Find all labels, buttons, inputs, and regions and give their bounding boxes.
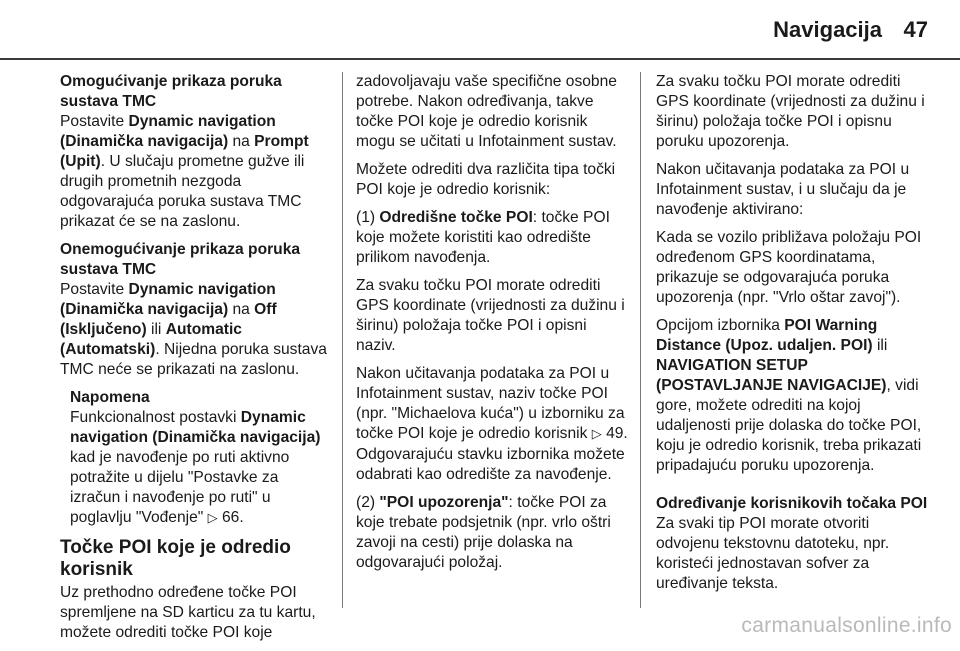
paragraph: Nakon učitavanja podataka za POI u Infotainment sustav, naziv točke POI (npr. "Michaelova kuća") u izborniku za točke POI koje je odredio korisnik ▷ 49. Odgovarajuću stavku izbornika možete odabrati kao odredište za navođenje.	[356, 365, 628, 483]
paragraph: Uz prethodno određene točke POI spremljene na SD karticu za tu kartu, možete odrediti točke POI koje	[60, 584, 316, 641]
paragraph: Za svaku točku POI morate odrediti GPS koordinate (vrijednosti za dužinu i širinu) položaja točke POI i opisnu poruku upozorenja.	[656, 73, 925, 150]
paragraph: Opcijom izbornika POI Warning Distance (Upoz. udaljen. POI) ili NAVIGATION SETUP (POSTAVLJANJE NAVIGACIJE), vidi gore, možete odrediti na kojoj udaljenosti prije dolaska do točke POI, koju je odredio korisnik, treba prikazati pripadajuću poruku upozorenja.	[656, 317, 922, 474]
page-header	[0, 0, 960, 60]
paragraph: zadovoljavaju vaše specifične osobne potrebe. Nakon određivanja, takve točke POI koje je odredio korisnik mogu se učitati u Infotainment sustav.	[356, 73, 617, 150]
page-number: 47	[903, 17, 928, 42]
column-3	[656, 72, 928, 602]
paragraph: Za svaku točku POI morate odrediti GPS koordinate (vrijednosti za dužinu i širinu) položaja točke POI i opisni naziv.	[356, 277, 625, 354]
section-title: Točke POI koje je odredio korisnik	[60, 537, 291, 580]
page-ref-arrow-icon: ▷	[207, 511, 218, 526]
paragraph: (1) Odredišne točke POI: točke POI koje možete koristiti kao odredište prilikom navođenja.	[356, 209, 610, 266]
note-box	[70, 388, 332, 529]
paragraph: Kada se vozilo približava položaju POI određenom GPS koordinatama, prikazuje se odgovarajuća poruka upozorenja (npr. "Vrlo oštar zavoj").	[656, 229, 922, 306]
column-divider	[640, 72, 641, 608]
column-2	[356, 72, 628, 581]
column-divider	[342, 72, 343, 608]
paragraph: Postavite Dynamic navigation (Dinamička navigacija) na Off (Isključeno) ili Automatic (Automatski). Nijedna poruka sustava TMC neće se prikazati na zaslonu.	[60, 281, 327, 378]
paragraph: Postavite Dynamic navigation (Dinamička navigacija) na Prompt (Upit). U slučaju prometne gužve ili drugih prometnih nezgoda odgovarajuća poruka sustava TMC prikazat će se na zaslonu.	[60, 113, 309, 230]
subheading: Omogućivanje prikaza poruka sustava TMC	[60, 73, 282, 110]
note-title: Napomena	[70, 389, 150, 406]
subheading: Određivanje korisnikovih točaka POI	[656, 495, 928, 512]
paragraph: Nakon učitavanja podataka za POI u Infotainment sustav, i u slučaju da je navođenje aktivirano:	[656, 161, 910, 218]
header-title: Navigacija	[773, 17, 882, 42]
page-ref-arrow-icon: ▷	[591, 427, 602, 442]
watermark: carmanualsonline.info	[741, 614, 952, 637]
paragraph: Za svaki tip POI morate otvoriti odvojenu tekstovnu datoteku, npr. koristeći jednostavan sofver za uređivanje teksta.	[656, 515, 890, 592]
paragraph: Možete odrediti dva različita tipa točki POI koje je odredio korisnik:	[356, 161, 616, 198]
header-rule	[0, 58, 960, 60]
subheading: Onemogućivanje prikaza poruka sustava TMC	[60, 241, 301, 278]
paragraph: (2) "POI upozorenja": točke POI za koje trebate podsjetnik (npr. vrlo oštri zavoji na cesti) prije dolaska na odgovarajući položaj.	[356, 494, 611, 571]
column-1	[60, 72, 332, 651]
note-text: Funkcionalnost postavki Dynamic navigation (Dinamička navigacija) kad je navođenje po ruti aktivno potražite u dijelu "Postavke za izračun i navođenje po ruti" u poglavlju "Vođenje" ▷ 66.	[70, 409, 321, 526]
